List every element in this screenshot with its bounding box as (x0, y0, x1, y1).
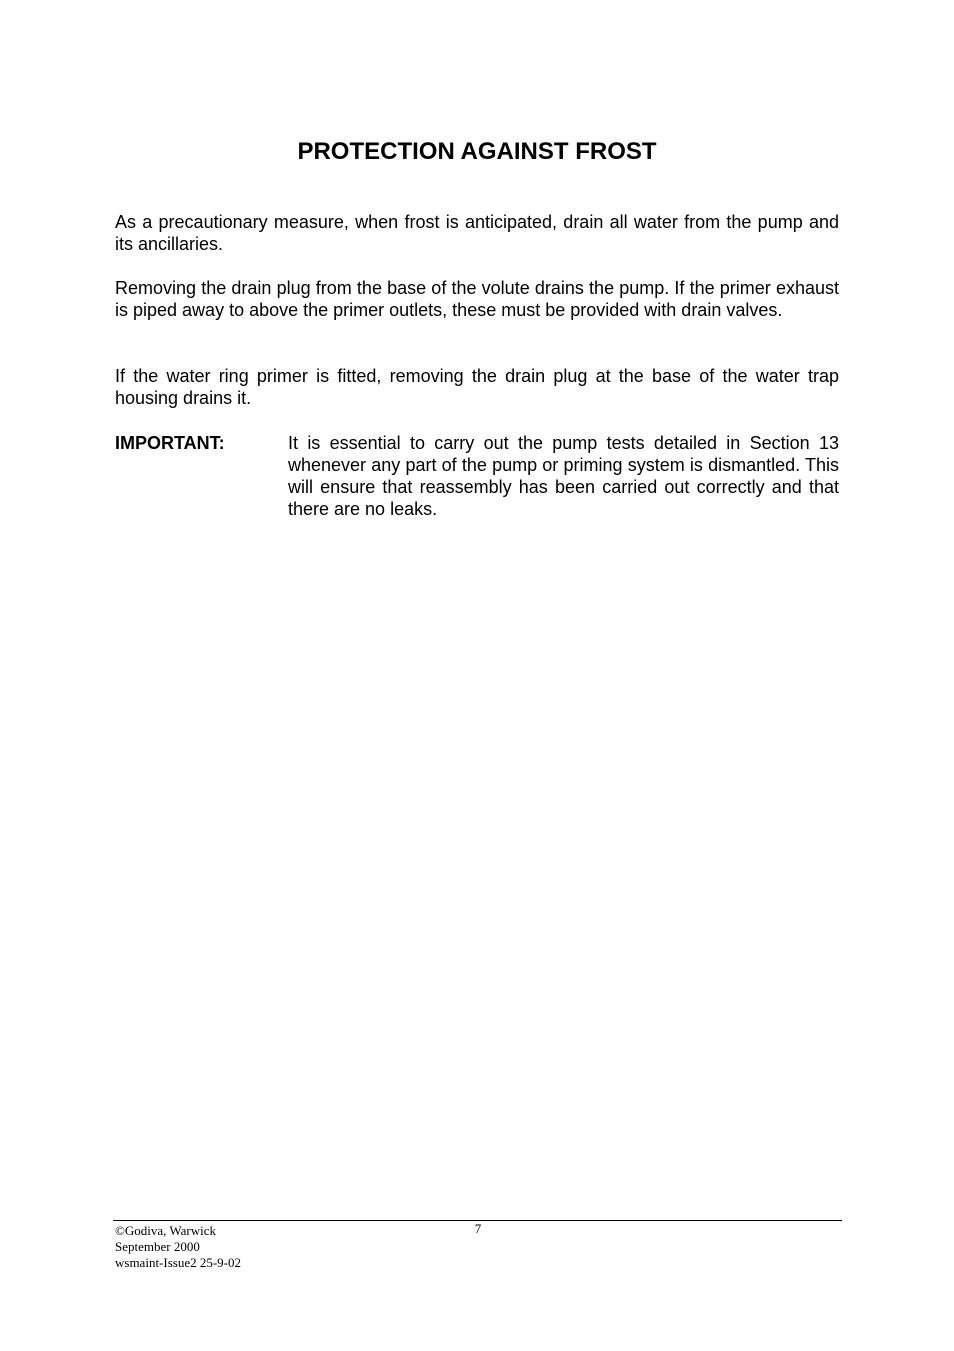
footer-reference: wsmaint-Issue2 25-9-02 (115, 1255, 242, 1270)
paragraph-drain-pump: Removing the drain plug from the base of the volute drains the pump. If the primer exhaust is piped away to above the primer outlets, these must be provided with drain valves. (115, 278, 839, 320)
important-text: It is essential to carry out the pump tests detailed in Section 13 whenever any part of the pump or priming system is dismantled. This will ensure that reassembly has been carried out correctly and that there are no leaks. (288, 433, 839, 519)
important-label: IMPORTANT: (115, 433, 225, 453)
footer-info (115, 1223, 241, 1271)
footer-copyright: ©Godiva, Warwick (115, 1223, 217, 1238)
paragraph-water-ring-primer: If the water ring primer is fitted, removing the drain plug at the base of the water trap housing drains it. (115, 366, 839, 408)
page-title: PROTECTION AGAINST FROST (297, 138, 657, 165)
paragraph-frost-precaution: As a precautionary measure, when frost is anticipated, drain all water from the pump and its ancillaries. (115, 212, 839, 254)
page-number: 7 (474, 1221, 482, 1236)
footer-date: September 2000 (115, 1239, 200, 1254)
